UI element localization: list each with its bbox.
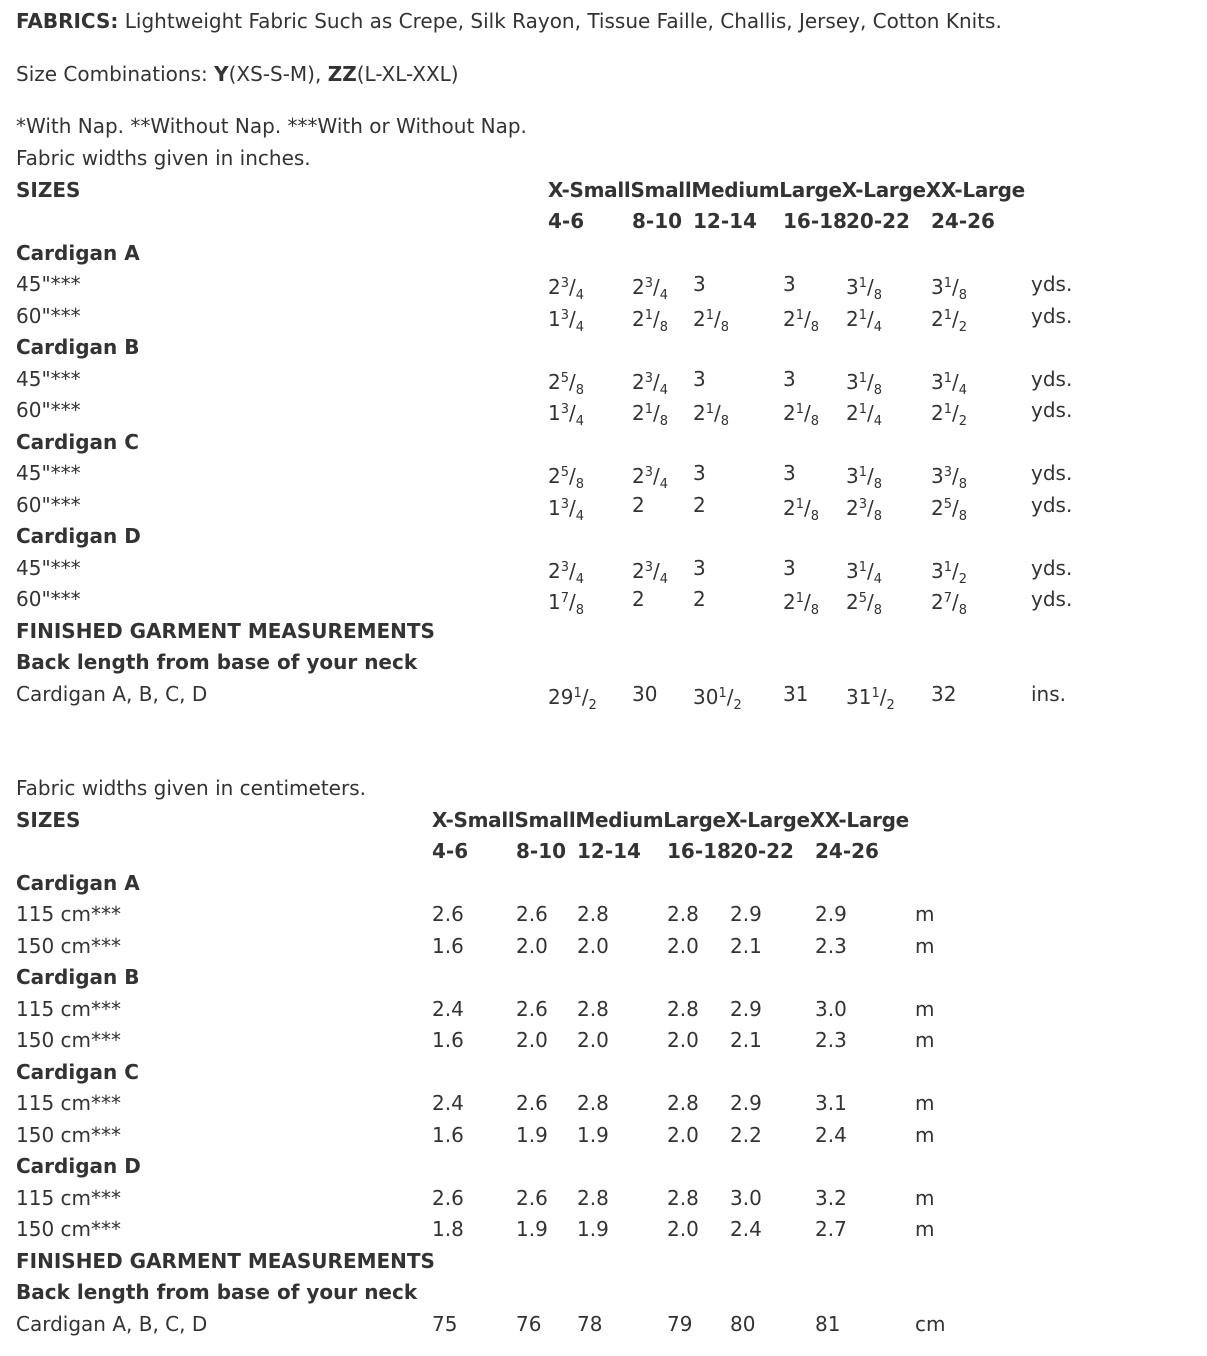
table-row: [16, 459, 1196, 492]
table-row: [16, 1026, 1196, 1054]
yardage-value: $2^3/_4$: [548, 275, 585, 303]
table-row: [16, 1184, 1196, 1212]
yardage-value: $2^1/_4$: [846, 306, 883, 335]
size-ranges-row: [16, 207, 1196, 235]
back-length-value: 81: [815, 1311, 841, 1336]
garment-group-title: [16, 428, 1196, 456]
unit-label: yds.: [1031, 272, 1073, 296]
fabric-width-label: 150 cm***: [16, 1028, 122, 1052]
fabric-width-label: 115 cm***: [16, 902, 122, 926]
yardage-value: $3^1/_2$: [931, 558, 968, 587]
garment-title: Cardigan B: [16, 335, 140, 359]
yardage-value: $2^3/_8$: [846, 495, 883, 524]
yardage-value: $3^1/_8$: [931, 275, 968, 303]
yardage-value: $3^1/_4$: [931, 369, 968, 398]
yardage-value: 2.8: [667, 1185, 699, 1210]
unit-label: yds.: [1031, 398, 1073, 422]
back-length-value: $29^1/_2$: [548, 684, 597, 713]
yardage-value: $2^1/_4$: [846, 401, 883, 429]
garment-group-title: [16, 239, 1196, 267]
table-row: [16, 491, 1196, 524]
back-length-label: Back length from base of your neck: [16, 650, 418, 674]
yardage-value: 2.8: [667, 996, 699, 1021]
garment-group-title: [16, 1152, 1196, 1180]
yardage-value: 2.1: [730, 933, 762, 958]
yardage-value: 3: [783, 272, 796, 296]
fabric-width-label: 45"***: [16, 366, 81, 391]
yardage-value: 2.3: [815, 1028, 847, 1052]
back-length-value: $30^1/_2$: [693, 684, 742, 713]
back-length-value: 76: [516, 1311, 542, 1336]
size-range-header: 8-10: [632, 209, 683, 233]
table-row: [16, 995, 1196, 1023]
yardage-value: $2^1/_2$: [931, 401, 968, 429]
yardage-value: 1.9: [516, 1122, 548, 1147]
yardage-value: 3: [693, 272, 706, 296]
garment-group-title: [16, 522, 1196, 550]
table-row: [16, 900, 1196, 928]
sizes-label: SIZES: [16, 807, 81, 832]
fabric-width-label: 45"***: [16, 555, 81, 580]
yardage-value: $2^1/_2$: [931, 306, 968, 335]
size-range-header: 16-18: [783, 209, 847, 233]
size-range-header: 12-14: [577, 839, 641, 863]
garment-title: Cardigan A: [16, 870, 140, 895]
yardage-value: $3^1/_8$: [846, 275, 883, 303]
size-y-range: (XS-S-M),: [228, 62, 328, 86]
yardage-value: $3^1/_8$: [846, 369, 883, 398]
table-caption-row: [16, 144, 1196, 172]
yardage-value: 2.2: [730, 1122, 762, 1147]
fabric-width-label: 45"***: [16, 272, 81, 296]
yardage-value: $1^3/_4$: [548, 401, 585, 429]
yardage-value: 3: [783, 461, 796, 485]
unit-label: m: [915, 996, 935, 1021]
yardage-value: 2.8: [577, 1091, 609, 1115]
unit-label: m: [915, 933, 935, 958]
unit-label: m: [915, 1185, 935, 1210]
fabric-width-label: 115 cm***: [16, 1091, 122, 1115]
yardage-value: 1.6: [432, 933, 464, 958]
fabrics-text: Lightweight Fabric Such as Crepe, Silk Rayon, Tissue Faille, Challis, Jersey, Cotton Knits.: [118, 9, 1002, 33]
unit-label: m: [915, 1217, 935, 1241]
size-combinations-prefix: Size Combinations:: [16, 62, 215, 86]
fabric-width-label: 60"***: [16, 398, 81, 422]
yardage-value: $3^1/_8$: [846, 464, 883, 492]
unit-label: ins.: [1031, 681, 1067, 706]
garment-title: Cardigan A: [16, 240, 140, 265]
yardage-value: 2: [693, 587, 706, 611]
back-length-row: [16, 648, 1196, 676]
back-length-value: 80: [730, 1311, 756, 1336]
unit-label: cm: [915, 1311, 946, 1336]
yardage-value: 2.0: [516, 1028, 548, 1052]
yardage-value: 2.3: [815, 933, 847, 958]
fabric-width-label: 45"***: [16, 461, 81, 485]
yardage-value: 3: [783, 366, 796, 391]
size-zz-code: ZZ: [327, 62, 357, 86]
finished-measurements-row: [16, 1247, 1196, 1275]
yardage-value: 2.4: [432, 996, 464, 1021]
table-row: [16, 302, 1196, 335]
table-row: [16, 1121, 1196, 1149]
size-range-header: 16-18: [667, 839, 731, 863]
table-caption: Fabric widths given in centimeters.: [16, 776, 366, 800]
yardage-value: $2^5/_8$: [548, 369, 585, 398]
nap-note: *With Nap. **Without Nap. ***With or Without Nap.: [16, 114, 527, 138]
yardage-value: $3^3/_8$: [931, 464, 968, 492]
fabrics-label: FABRICS:: [16, 9, 119, 33]
fabric-width-label: 150 cm***: [16, 1122, 122, 1147]
size-range-header: 20-22: [846, 209, 910, 233]
yardage-value: 2.0: [516, 933, 548, 958]
yardage-value: 2.4: [730, 1217, 762, 1241]
yardage-value: 2.9: [730, 1091, 762, 1115]
fabric-width-label: 60"***: [16, 303, 81, 328]
yardage-value: 1.9: [577, 1122, 609, 1147]
fabric-width-label: 60"***: [16, 492, 81, 517]
fabric-width-label: 115 cm***: [16, 1185, 122, 1210]
yardage-value: $2^7/_8$: [931, 590, 968, 618]
yardage-value: 2.6: [432, 1185, 464, 1210]
yardage-value: $2^3/_4$: [632, 369, 669, 398]
back-length-value: $31^1/_2$: [846, 684, 895, 713]
back-length-value: 75: [432, 1311, 458, 1336]
yardage-value: 2.8: [577, 1185, 609, 1210]
table-row: [16, 1089, 1196, 1117]
table-row: [16, 1215, 1196, 1243]
fabric-width-label: 60"***: [16, 587, 81, 611]
yardage-value: $2^1/_8$: [693, 401, 730, 429]
unit-label: m: [915, 1028, 935, 1052]
yardage-value: $2^1/_8$: [632, 401, 669, 429]
yardage-value: 2.0: [667, 1217, 699, 1241]
back-length-value: 32: [931, 681, 957, 706]
unit-label: yds.: [1031, 366, 1073, 391]
yardage-value: $2^5/_8$: [931, 495, 968, 524]
yardage-value: $2^1/_8$: [632, 306, 669, 335]
yardage-value: $2^1/_8$: [783, 306, 820, 335]
yardage-value: 2.9: [730, 996, 762, 1021]
garment-group-title: [16, 869, 1196, 897]
fabric-width-label: 150 cm***: [16, 933, 122, 958]
yardage-value: 2: [632, 587, 645, 611]
yardage-value: 2.8: [667, 902, 699, 926]
garment-title: Cardigan C: [16, 1059, 139, 1084]
yardage-value: $2^5/_8$: [548, 464, 585, 492]
unit-label: yds.: [1031, 555, 1073, 580]
size-range-header: 8-10: [516, 839, 567, 863]
yardage-value: $1^3/_4$: [548, 306, 585, 335]
table-row: [16, 270, 1196, 303]
yardage-value: 2.4: [815, 1122, 847, 1147]
yardage-value: 3: [693, 461, 706, 485]
yardage-value: $2^3/_4$: [632, 558, 669, 587]
back-length-garments: Cardigan A, B, C, D: [16, 681, 208, 706]
table-row: [16, 365, 1196, 398]
back-length-value: 30: [632, 681, 658, 706]
yardage-value: $2^1/_8$: [693, 306, 730, 335]
size-combinations-line: [16, 62, 459, 86]
unit-label: yds.: [1031, 492, 1073, 517]
yardage-value: 2.0: [577, 933, 609, 958]
garment-group-title: [16, 1058, 1196, 1086]
table-row: [16, 396, 1196, 429]
unit-label: yds.: [1031, 303, 1073, 328]
finished-measurements-row: [16, 617, 1196, 645]
back-length-value: 78: [577, 1311, 603, 1336]
yardage-value: 2.8: [577, 902, 609, 926]
yardage-value: 3.1: [815, 1091, 847, 1115]
sizes-header-row: [16, 806, 1196, 834]
fabric-width-label: 115 cm***: [16, 996, 122, 1021]
yardage-value: 2.4: [432, 1091, 464, 1115]
garment-title: Cardigan B: [16, 965, 140, 989]
yardage-value: 2.6: [516, 1185, 548, 1210]
yardage-value: 1.6: [432, 1122, 464, 1147]
unit-label: yds.: [1031, 461, 1073, 485]
back-length-label: Back length from base of your neck: [16, 1280, 418, 1304]
fabric-width-label: 150 cm***: [16, 1217, 122, 1241]
yardage-value: 3.0: [730, 1185, 762, 1210]
finished-measurements-label: FINISHED GARMENT MEASUREMENTS: [16, 1248, 435, 1273]
table-caption: Fabric widths given in inches.: [16, 146, 311, 170]
yardage-value: 3.0: [815, 996, 847, 1021]
size-range-header: 20-22: [730, 839, 794, 863]
yardage-value: 2.0: [577, 1028, 609, 1052]
yardage-value: 3.2: [815, 1185, 847, 1210]
yardage-value: 3: [783, 555, 796, 580]
back-length-row: [16, 1278, 1196, 1306]
yardage-value: 2.0: [667, 933, 699, 958]
yardage-value: 1.8: [432, 1217, 464, 1241]
size-ranges-row: [16, 837, 1196, 865]
yardage-value: $2^3/_4$: [632, 275, 669, 303]
yardage-value: 2: [632, 492, 645, 517]
yardage-value: 2.0: [667, 1028, 699, 1052]
fabrics-line: [16, 9, 1002, 33]
yardage-value: $2^1/_8$: [783, 495, 820, 524]
yardage-value: 2.7: [815, 1217, 847, 1241]
back-length-values-row: [16, 680, 1196, 713]
yardage-value: 2.6: [516, 996, 548, 1021]
size-range-header: 4-6: [432, 839, 469, 863]
yardage-value: $1^3/_4$: [548, 495, 585, 524]
size-y-code: Y: [214, 62, 229, 86]
unit-label: yds.: [1031, 587, 1073, 611]
back-length-values-row: [16, 1310, 1196, 1338]
back-length-garments: Cardigan A, B, C, D: [16, 1311, 208, 1336]
yardage-value: 3: [693, 366, 706, 391]
back-length-value: 31: [783, 681, 809, 706]
garment-title: Cardigan C: [16, 429, 139, 454]
size-range-header: 24-26: [815, 839, 879, 863]
table-caption-row: [16, 774, 1196, 802]
sizes-header-row: [16, 176, 1196, 204]
yardage-value: 1.6: [432, 1028, 464, 1052]
yardage-value: 1.9: [577, 1217, 609, 1241]
size-range-header: 12-14: [693, 209, 757, 233]
garment-title: Cardigan D: [16, 524, 141, 548]
unit-label: m: [915, 1122, 935, 1147]
table-row: [16, 554, 1196, 587]
yardage-value: 1.9: [516, 1217, 548, 1241]
unit-label: m: [915, 1091, 935, 1115]
yardage-value: $2^3/_4$: [548, 558, 585, 587]
yardage-value: $3^1/_4$: [846, 558, 883, 587]
size-range-header: 24-26: [931, 209, 995, 233]
unit-label: m: [915, 902, 935, 926]
yardage-value: 2.1: [730, 1028, 762, 1052]
yardage-value: 3: [693, 555, 706, 580]
yardage-value: 2.9: [730, 902, 762, 926]
yardage-value: 2.8: [577, 996, 609, 1021]
yardage-value: 2.8: [667, 1091, 699, 1115]
yardage-value: 2.9: [815, 902, 847, 926]
size-names-header: X-SmallSmallMediumLargeX-LargeXX-Large: [432, 807, 909, 832]
garment-group-title: [16, 963, 1196, 991]
size-range-header: 4-6: [548, 209, 585, 233]
yardage-value: 2.0: [667, 1122, 699, 1147]
yardage-value: $1^7/_8$: [548, 590, 585, 618]
yardage-value: 2.6: [516, 902, 548, 926]
size-names-header: X-SmallSmallMediumLargeX-LargeXX-Large: [548, 177, 1025, 202]
table-row: [16, 932, 1196, 960]
yardage-value: 2.6: [516, 1091, 548, 1115]
sizes-label: SIZES: [16, 177, 81, 202]
yardage-value: $2^1/_8$: [783, 590, 820, 618]
table-row: [16, 585, 1196, 618]
yardage-value: $2^5/_8$: [846, 590, 883, 618]
back-length-value: 79: [667, 1311, 693, 1336]
yardage-value: $2^1/_8$: [783, 401, 820, 429]
yardage-value: 2.6: [432, 902, 464, 926]
yardage-value: 2: [693, 492, 706, 517]
garment-group-title: [16, 333, 1196, 361]
size-zz-range: (L-XL-XXL): [356, 62, 459, 86]
garment-title: Cardigan D: [16, 1154, 141, 1178]
yardage-value: $2^3/_4$: [632, 464, 669, 492]
finished-measurements-label: FINISHED GARMENT MEASUREMENTS: [16, 618, 435, 643]
